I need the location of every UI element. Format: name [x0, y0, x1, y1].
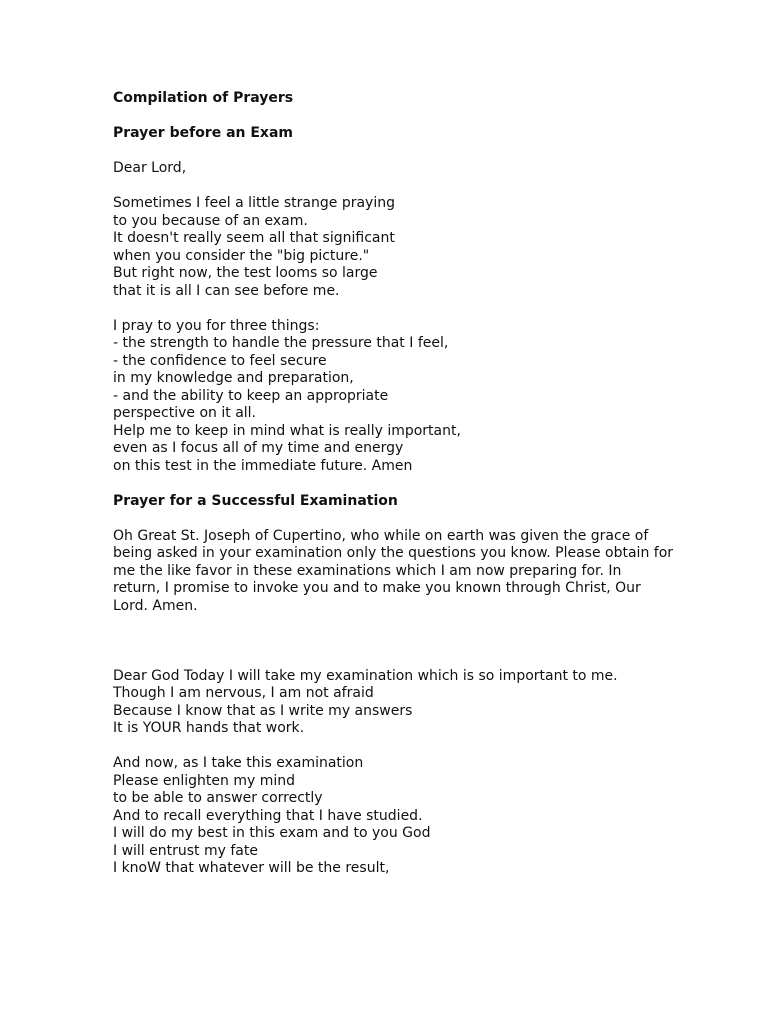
text-line: to you because of an exam. — [113, 212, 308, 229]
section-heading-successful-examination: Prayer for a Successful Examination — [113, 492, 398, 509]
text-line: I knoW that whatever will be the result, — [113, 860, 390, 876]
text-line: Though I am nervous, I am not afraid — [113, 685, 374, 701]
text-line: - and the ability to keep an appropriate — [113, 387, 389, 404]
text-line: I pray to you for three things: — [113, 317, 320, 334]
stanza — [113, 755, 743, 878]
text-line: Because I know that as I write my answers — [113, 702, 413, 719]
document-page — [113, 90, 743, 878]
text-line: Sometimes I feel a little strange praying — [113, 195, 395, 211]
text-line: in my knowledge and preparation, — [113, 370, 354, 386]
text-line: - the confidence to feel secure — [113, 352, 327, 369]
text-line: that it is all I can see before me. — [113, 282, 340, 299]
paragraph — [113, 528, 743, 616]
text-line: I will do my best in this exam and to you God — [113, 825, 431, 841]
text-line: return, I promise to invoke you and to make you known through Christ, Our — [113, 580, 641, 596]
stanza — [113, 195, 743, 300]
text-line: Lord. Amen. — [113, 597, 198, 614]
stanza — [113, 318, 743, 476]
text-line: Oh Great St. Joseph of Cupertino, who while on earth was given the grace of — [113, 527, 649, 544]
text-line: But right now, the test looms so large — [113, 265, 378, 281]
text-line: - the strength to handle the pressure that I feel, — [113, 335, 449, 351]
stanza — [113, 668, 743, 738]
text-line: me the like favor in these examinations which I am now preparing for. In — [113, 562, 622, 579]
text-line: when you consider the "big picture." — [113, 247, 370, 264]
document-title: Compilation of Prayers — [113, 90, 294, 106]
text-line: being asked in your examination only the questions you know. Please obtain for — [113, 545, 674, 561]
text-line: Dear God Today I will take my examination which is so important to me. — [113, 667, 618, 684]
text-line: It is YOUR hands that work. — [113, 720, 305, 736]
text-line: It doesn't really seem all that significant — [113, 230, 395, 246]
text-line: even as I focus all of my time and energy — [113, 440, 404, 456]
text-line: Help me to keep in mind what is really important, — [113, 422, 461, 439]
text-line: And to recall everything that I have studied. — [113, 807, 423, 824]
text-line: I will entrust my fate — [113, 842, 258, 859]
text-line: Please enlighten my mind — [113, 772, 295, 789]
text-line: perspective on it all. — [113, 405, 257, 421]
section-heading-prayer-before-exam: Prayer before an Exam — [113, 125, 293, 141]
text-line: to be able to answer correctly — [113, 790, 323, 806]
salutation: Dear Lord, — [113, 160, 187, 176]
text-line: And now, as I take this examination — [113, 755, 364, 771]
text-line: on this test in the immediate future. Amen — [113, 457, 413, 474]
